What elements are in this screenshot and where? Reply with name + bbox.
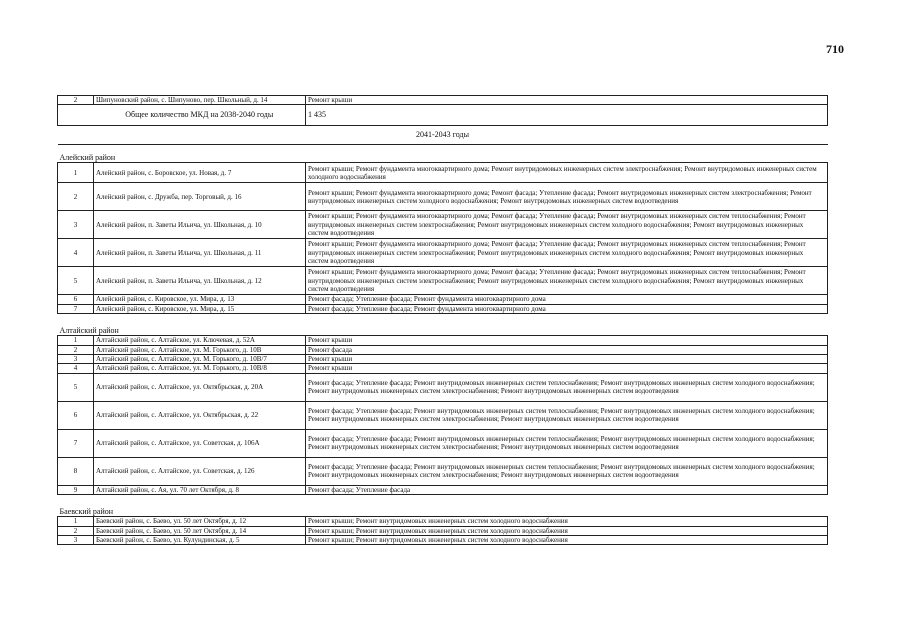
row-number: 7 [58,429,94,457]
total-label: Общее количество МКД на 2038-2040 годы [94,105,306,126]
row-number: 3 [58,536,94,545]
row-works: Ремонт крыши; Ремонт фундамента многоквартирного дома; Ремонт фасада; Утепление фасада; Ремонт внутридомовых инженерных систем электроснабжения; Ремонт внутридомовых инженерных систем холодного водоснабжения; Ремонт внутридомовых инженерных систем водоотведения [306,183,828,211]
row-address: Шипуновский район, с. Шипуново, пер. Школьный, д. 14 [94,96,306,105]
table-row [58,401,828,429]
table-row [58,364,828,373]
table-row [58,485,828,494]
row-number: 1 [58,163,94,183]
row-address: Алейский район, с. Кировское, ул. Мира, д. 13 [94,295,306,304]
row-address: Алтайский район, с. Алтайское, ул. М. Горького, д. 10В [94,345,306,354]
row-works: Ремонт фасада; Утепление фасада; Ремонт фундамента многоквартирного дома [306,304,828,313]
row-number: 4 [58,364,94,373]
row-works: Ремонт фасада; Утепление фасада; Ремонт внутридомовых инженерных систем теплоснабжения; Ремонт внутридомовых инженерных систем холодного водоснабжения; Ремонт внутридомовых инженерных систем электроснабжения; Ремонт внутридомовых инженерных систем водоотведения [306,373,828,401]
row-number: 8 [58,457,94,485]
district-name: Алейский район [59,153,116,162]
row-number: 2 [58,96,94,105]
row-address: Алтайский район, с. Алтайское, ул. Советская, д. 126 [94,457,306,485]
district-header-row [58,499,828,517]
row-works: Ремонт крыши; Ремонт внутридомовых инженерных систем холодного водоснабжения [306,526,828,535]
period-title: 2041-2043 годы [58,126,828,145]
row-works: Ремонт фасада; Утепление фасада; Ремонт внутридомовых инженерных систем теплоснабжения; Ремонт внутридомовых инженерных систем холодного водоснабжения; Ремонт внутридомовых инженерных систем электроснабжения; Ремонт внутридомовых инженерных систем водоотведения [306,457,828,485]
row-number: 4 [58,239,94,267]
table-row [58,295,828,304]
period-row [58,126,828,145]
table-row [58,211,828,239]
table-row [58,183,828,211]
table-row [58,239,828,267]
row-works: Ремонт крыши [306,336,828,345]
row-number: 2 [58,183,94,211]
row-number: 5 [58,267,94,295]
table-row [58,96,828,105]
district-header-row [58,318,828,336]
row-works: Ремонт крыши; Ремонт внутридомовых инженерных систем холодного водоснабжения [306,536,828,545]
row-works: Ремонт фасада; Утепление фасада; Ремонт внутридомовых инженерных систем теплоснабжения; Ремонт внутридомовых инженерных систем холодного водоснабжения; Ремонт внутридомовых инженерных систем электроснабжения; Ремонт внутридомовых инженерных систем водоотведения [306,429,828,457]
table-row [58,517,828,526]
row-works: Ремонт крыши [306,96,828,105]
row-works: Ремонт крыши [306,364,828,373]
row-works: Ремонт крыши; Ремонт фундамента многоквартирного дома; Ремонт фасада; Утепление фасада; Ремонт внутридомовых инженерных систем теплоснабжения; Ремонт внутридомовых инженерных систем электроснабжения; Ремонт внутридомовых инженерных систем холодного водоснабжения; Ремонт внутридомовых инженерных систем водоотведения [306,239,828,267]
row-address: Алейский район, п. Заветы Ильича, ул. Школьная, д. 11 [94,239,306,267]
row-address: Алтайский район, с. Алтайское, ул. М. Горького, д. 10В/8 [94,364,306,373]
table-row [58,355,828,364]
row-number: 5 [58,373,94,401]
row-address: Баевский район, с. Баево, ул. 50 лет Октября, д. 14 [94,526,306,535]
total-row [58,105,828,126]
row-number: 1 [58,336,94,345]
row-address: Баевский район, с. Баево, ул. 50 лет Октября, д. 12 [94,517,306,526]
table-row [58,526,828,535]
row-number: 2 [58,526,94,535]
row-number: 1 [58,517,94,526]
row-address: Алтайский район, с. Алтайское, ул. М. Горького, д. 10В/7 [94,355,306,364]
row-works: Ремонт крыши; Ремонт фундамента многоквартирного дома; Ремонт фасада; Утепление фасада; Ремонт внутридомовых инженерных систем теплоснабжения; Ремонт внутридомовых инженерных систем электроснабжения; Ремонт внутридомовых инженерных систем холодного водоснабжения; Ремонт внутридомовых инженерных систем водоотведения [306,211,828,239]
row-number: 3 [58,355,94,364]
row-address: Алейский район, п. Заветы Ильича, ул. Школьная, д. 10 [94,211,306,239]
row-address: Баевский район, с. Баево, ул. Кулундинская, д. 5 [94,536,306,545]
table-body [58,96,828,545]
district-name: Баевский район [59,506,114,516]
row-address: Алейский район, п. Заветы Ильича, ул. Школьная, д. 12 [94,267,306,295]
row-address: Алейский район, с. Кировское, ул. Мира, д. 15 [94,304,306,313]
row-address: Алейский район, с. Боровское, ул. Новая, д. 7 [94,163,306,183]
row-address: Алтайский район, с. Ая, ул. 70 лет Октября, д. 8 [94,485,306,494]
table-row [58,345,828,354]
row-works: Ремонт фасада; Утепление фасада; Ремонт внутридомовых инженерных систем теплоснабжения; Ремонт внутридомовых инженерных систем холодного водоснабжения; Ремонт внутридомовых инженерных систем электроснабжения; Ремонт внутридомовых инженерных систем водоотведения [306,401,828,429]
table-row [58,304,828,313]
table-row [58,336,828,345]
district-name: Алтайский район [59,325,119,335]
row-address: Алтайский район, с. Алтайское, ул. Ключевая, д. 52А [94,336,306,345]
table-row [58,373,828,401]
table-row [58,163,828,183]
row-works: Ремонт фасада [306,345,828,354]
row-number: 9 [58,485,94,494]
row-address: Алтайский район, с. Алтайское, ул. Октябрьская, д. 20А [94,373,306,401]
row-number: 2 [58,345,94,354]
row-works: Ремонт крыши; Ремонт фундамента многоквартирного дома; Ремонт внутридомовых инженерных систем электроснабжения; Ремонт внутридомовых инженерных систем холодного водоснабжения [306,163,828,183]
row-address: Алтайский район, с. Алтайское, ул. Октябрьская, д. 22 [94,401,306,429]
row-works: Ремонт крыши; Ремонт внутридомовых инженерных систем холодного водоснабжения [306,517,828,526]
district-header-row [58,145,828,163]
row-address: Алейский район, с. Дружба, пер. Торговый, д. 16 [94,183,306,211]
row-number: 7 [58,304,94,313]
row-works: Ремонт крыши; Ремонт фундамента многоквартирного дома; Ремонт фасада; Утепление фасада; Ремонт внутридомовых инженерных систем теплоснабжения; Ремонт внутридомовых инженерных систем электроснабжения; Ремонт внутридомовых инженерных систем холодного водоснабжения; Ремонт внутридомовых инженерных систем водоотведения [306,267,828,295]
row-address: Алтайский район, с. Алтайское, ул. Советская, д. 106А [94,429,306,457]
table-row [58,429,828,457]
housing-repair-table [57,95,828,545]
table-row [58,536,828,545]
page-number: 710 [826,42,844,56]
row-works: Ремонт фасада; Утепление фасада [306,485,828,494]
row-number: 3 [58,211,94,239]
total-value: 1 435 [306,105,828,126]
row-number: 6 [58,401,94,429]
table-row [58,267,828,295]
table-row [58,457,828,485]
row-number: 6 [58,295,94,304]
row-works: Ремонт фасада; Утепление фасада; Ремонт фундамента многоквартирного дома [306,295,828,304]
row-works: Ремонт крыши [306,355,828,364]
